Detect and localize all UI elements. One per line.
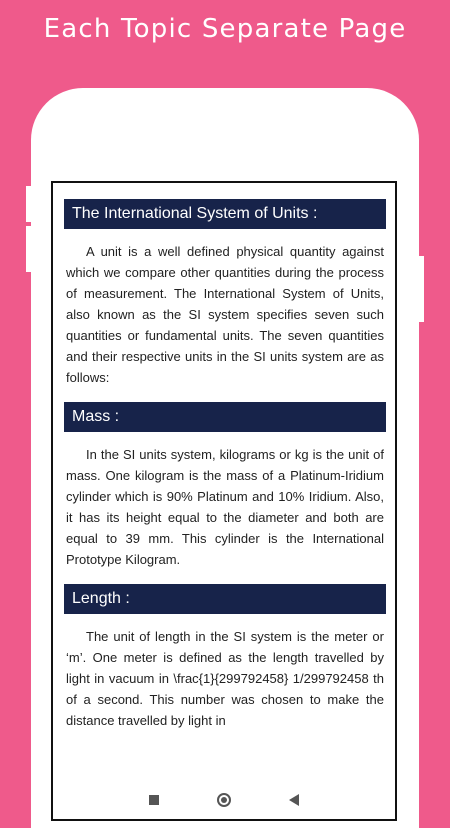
android-nav-bar [53, 781, 395, 819]
section-body-length: The unit of length in the SI system is the meter or ‘m’. One meter is defined as the length travelled by light in vacuum in \frac{1}{299792458} 1/299792458 th of a second. This number was chosen to make the distance travelled by light in [66, 629, 384, 728]
circle-icon [217, 793, 231, 807]
square-icon [149, 795, 159, 805]
back-button[interactable] [259, 781, 329, 819]
home-button[interactable] [189, 781, 259, 819]
recents-button[interactable] [119, 781, 189, 819]
back-triangle-icon [289, 794, 299, 806]
section-body-mass: In the SI units system, kilograms or kg is the unit of mass. One kilogram is the mass of a Platinum-Iridium cylinder which is 90% Platinum and 10% Iridium. Also, it has its height equal to the diameter and both are equal to 39 mm. This cylinder is the International Prototype Kilogram. [66, 447, 384, 567]
phone-screen[interactable] [51, 181, 397, 821]
article-content[interactable] [64, 199, 386, 745]
section-header-si-units: The International System of Units : [64, 199, 386, 229]
section-header-mass: Mass : [64, 402, 386, 432]
promo-title: Each Topic Separate Page [43, 14, 407, 44]
section-body-si-units: A unit is a well defined physical quantity against which we compare other quantities during the process of measurement. The International System of Units, also known as the SI system specifies seven such quantities or fundamental units. The seven quantities and their respective units in the SI units system are as follows: [66, 244, 384, 385]
section-header-length: Length : [64, 584, 386, 614]
